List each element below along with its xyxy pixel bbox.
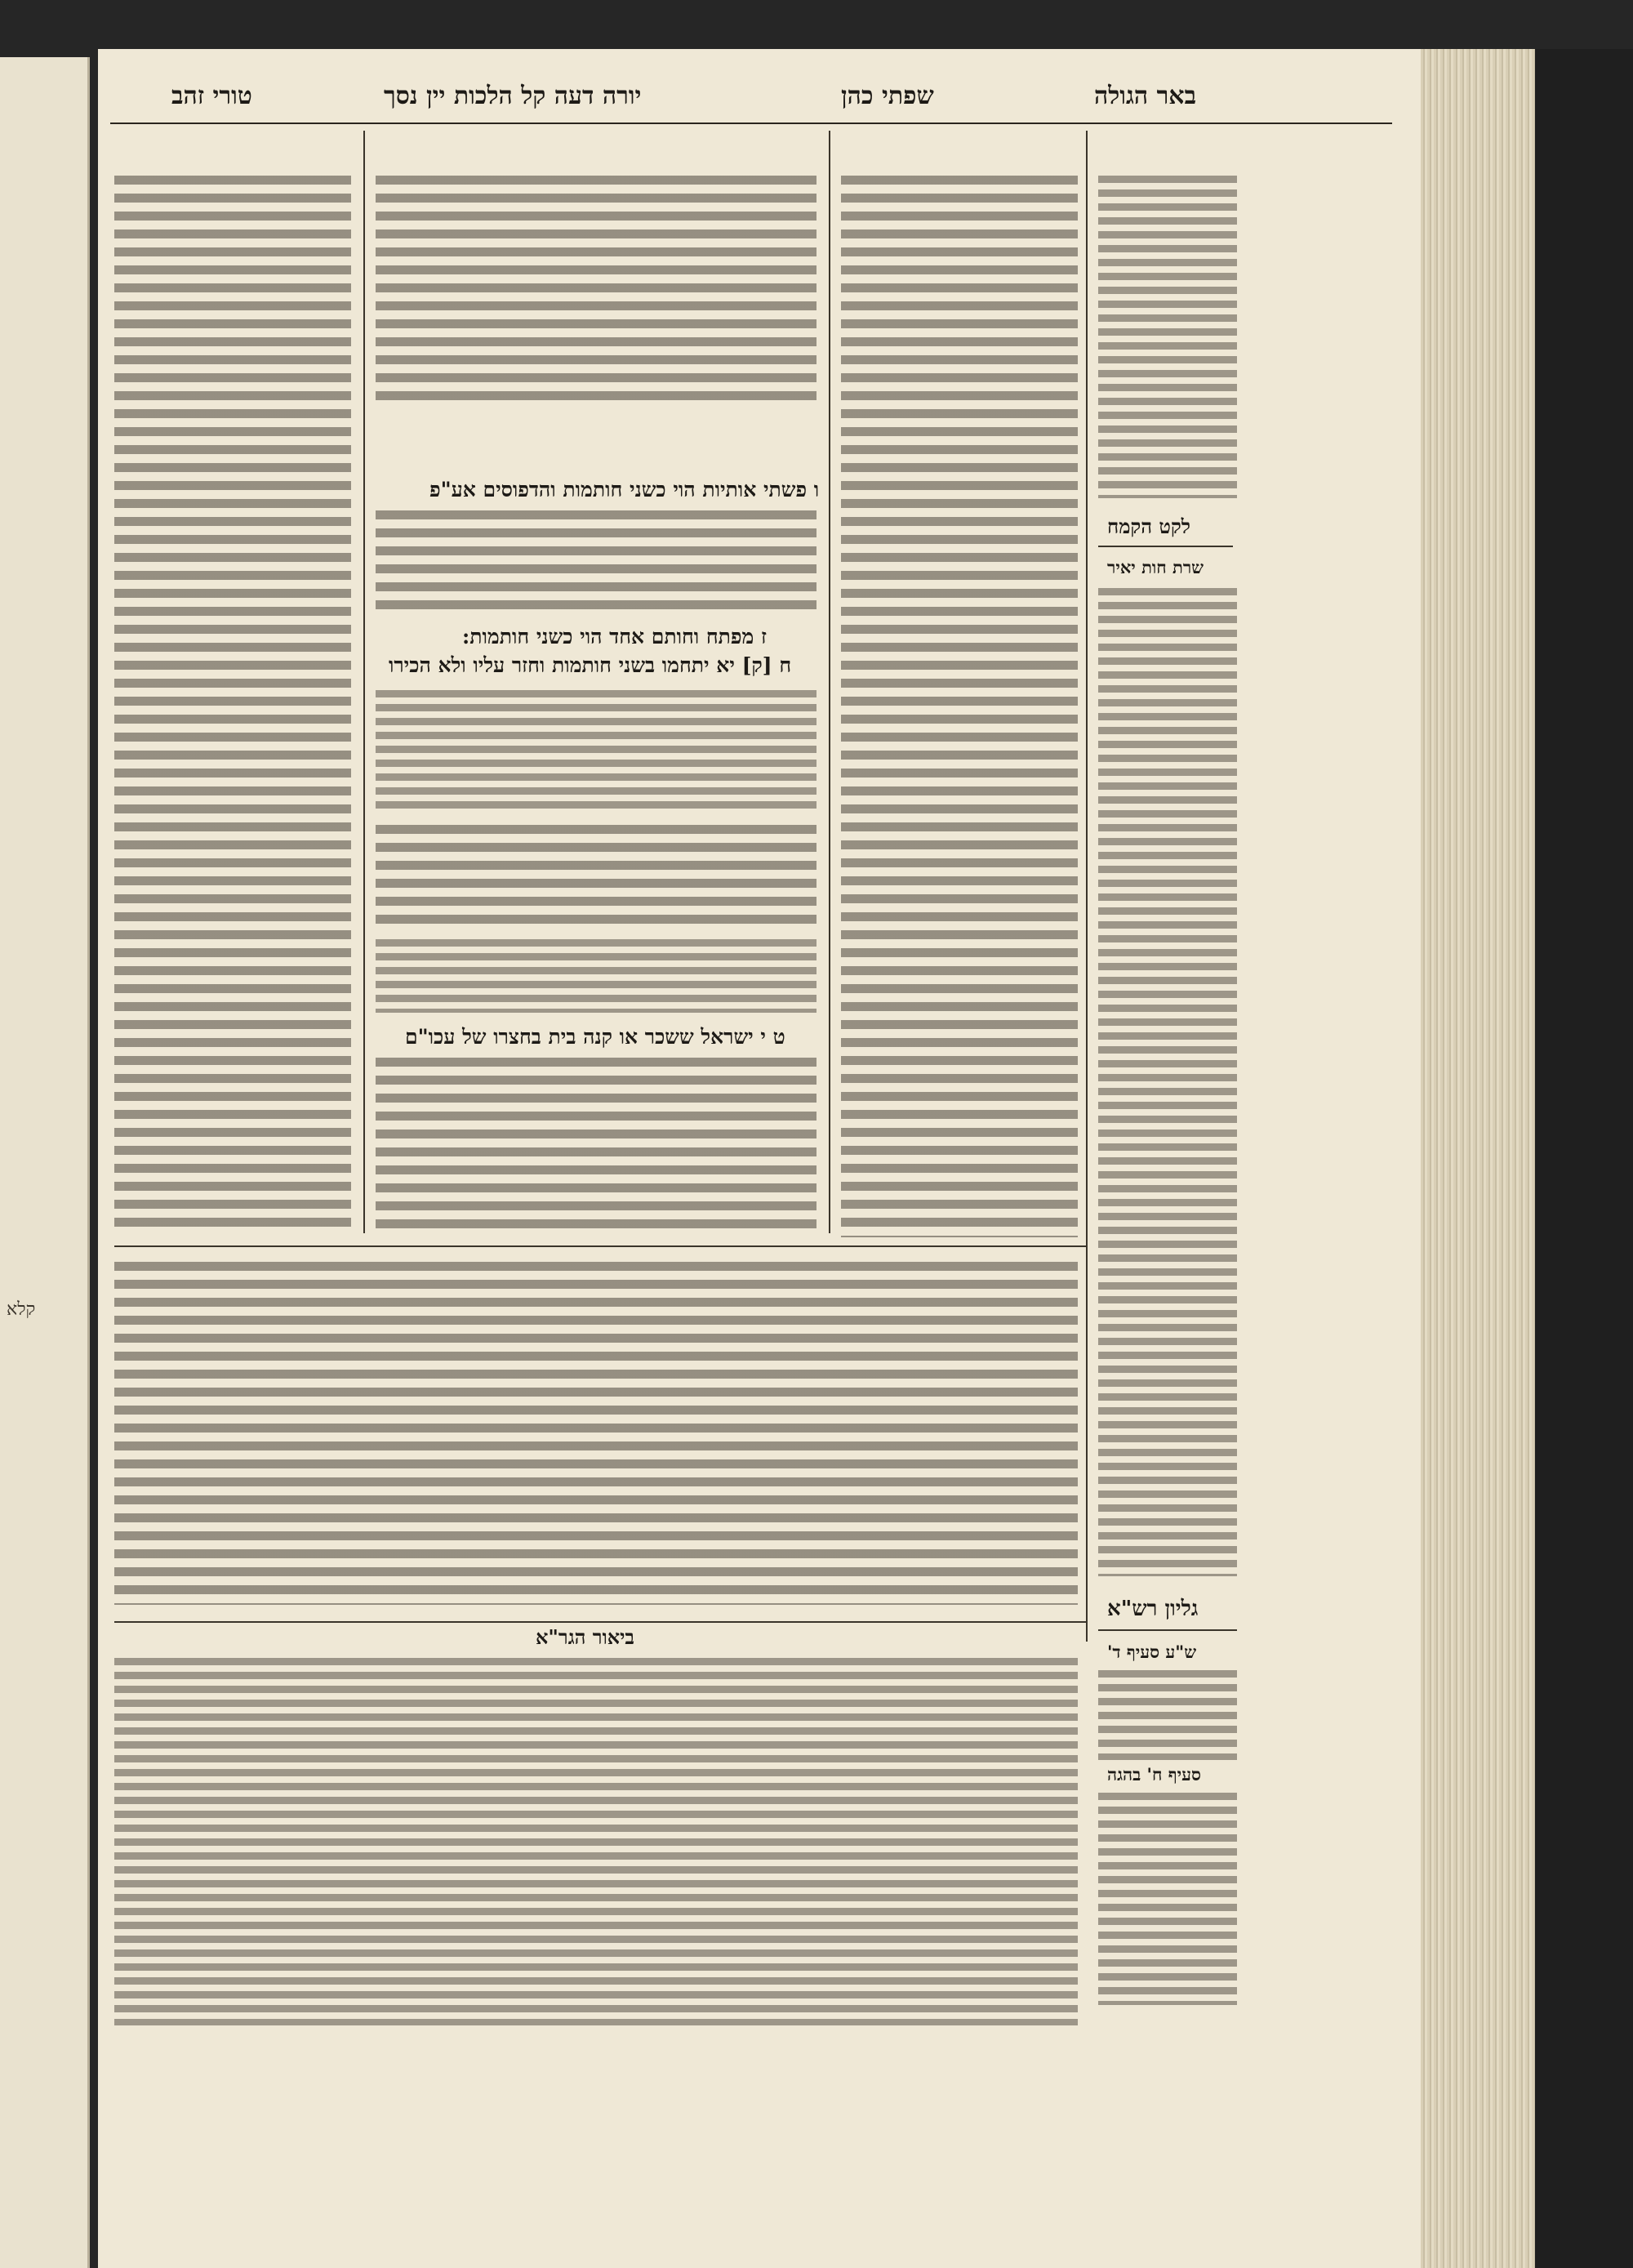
header-rule [110, 123, 1392, 124]
running-head-shach: שפתי כהן [841, 82, 934, 110]
section-rule [114, 1245, 1086, 1247]
main-text-line: ז מפתח וחותם אחד הוי כשני חותמות: [457, 625, 772, 649]
likut-subheading: שרת חות יאיר [1102, 557, 1208, 578]
section-rule [114, 1621, 1086, 1623]
likut-hakemach-text [1098, 588, 1237, 1576]
main-text-line: ו פשתי אותיות הוי כשני חותמות והדפוסים אע"פ [425, 478, 824, 502]
likut-hakemach-heading: לקט הקמח [1102, 515, 1195, 539]
page-edges [1421, 49, 1535, 2268]
running-head-center: יורה דעה קל הלכות יין נסך [384, 82, 642, 110]
rema-gloss-text [376, 690, 816, 813]
shach-commentary-text [841, 176, 1078, 1237]
main-text-line: ח [ק] יא יתחמו בשני חותמות וחזר עליו ולא הכירו [384, 653, 796, 678]
gilyon-heading: גליון רש"א [1102, 1597, 1203, 1621]
main-text-block [376, 510, 816, 617]
main-text-line: ט י ישראל ששכר או קנה בית בחצרו של עכו"ם [400, 1025, 790, 1049]
main-text-block [376, 1058, 816, 1233]
running-head-beer: באר הגולה [1094, 82, 1197, 110]
taz-continuation-text [114, 1262, 1078, 1605]
side-rule [1098, 546, 1233, 547]
biur-hagra-heading: ביאור הגר"א [531, 1625, 639, 1650]
gilyon-text [1098, 1670, 1237, 1760]
facing-page-edge [0, 57, 90, 2268]
gilyon-subheading: סעיף ח' בהגה [1102, 1764, 1206, 1785]
side-rule [1098, 1629, 1237, 1631]
beer-hagolah-notes [1098, 176, 1237, 498]
rema-gloss-text [376, 939, 816, 1013]
taz-commentary-text [114, 176, 351, 1233]
column-rule [363, 131, 365, 1233]
main-text-upper [376, 176, 816, 404]
gilyon-subheading: ש"ע סעיף ד' [1102, 1642, 1201, 1663]
running-head-left: טורי זהב [171, 82, 252, 110]
biur-hagra-text [114, 1658, 1078, 2025]
column-rule [1086, 131, 1088, 1642]
gilyon-text [1098, 1793, 1237, 2005]
scan-border [1535, 49, 1633, 2268]
main-text-block [376, 825, 816, 931]
column-rule [829, 131, 830, 1233]
facing-page-heading: קלא [7, 1299, 36, 1320]
